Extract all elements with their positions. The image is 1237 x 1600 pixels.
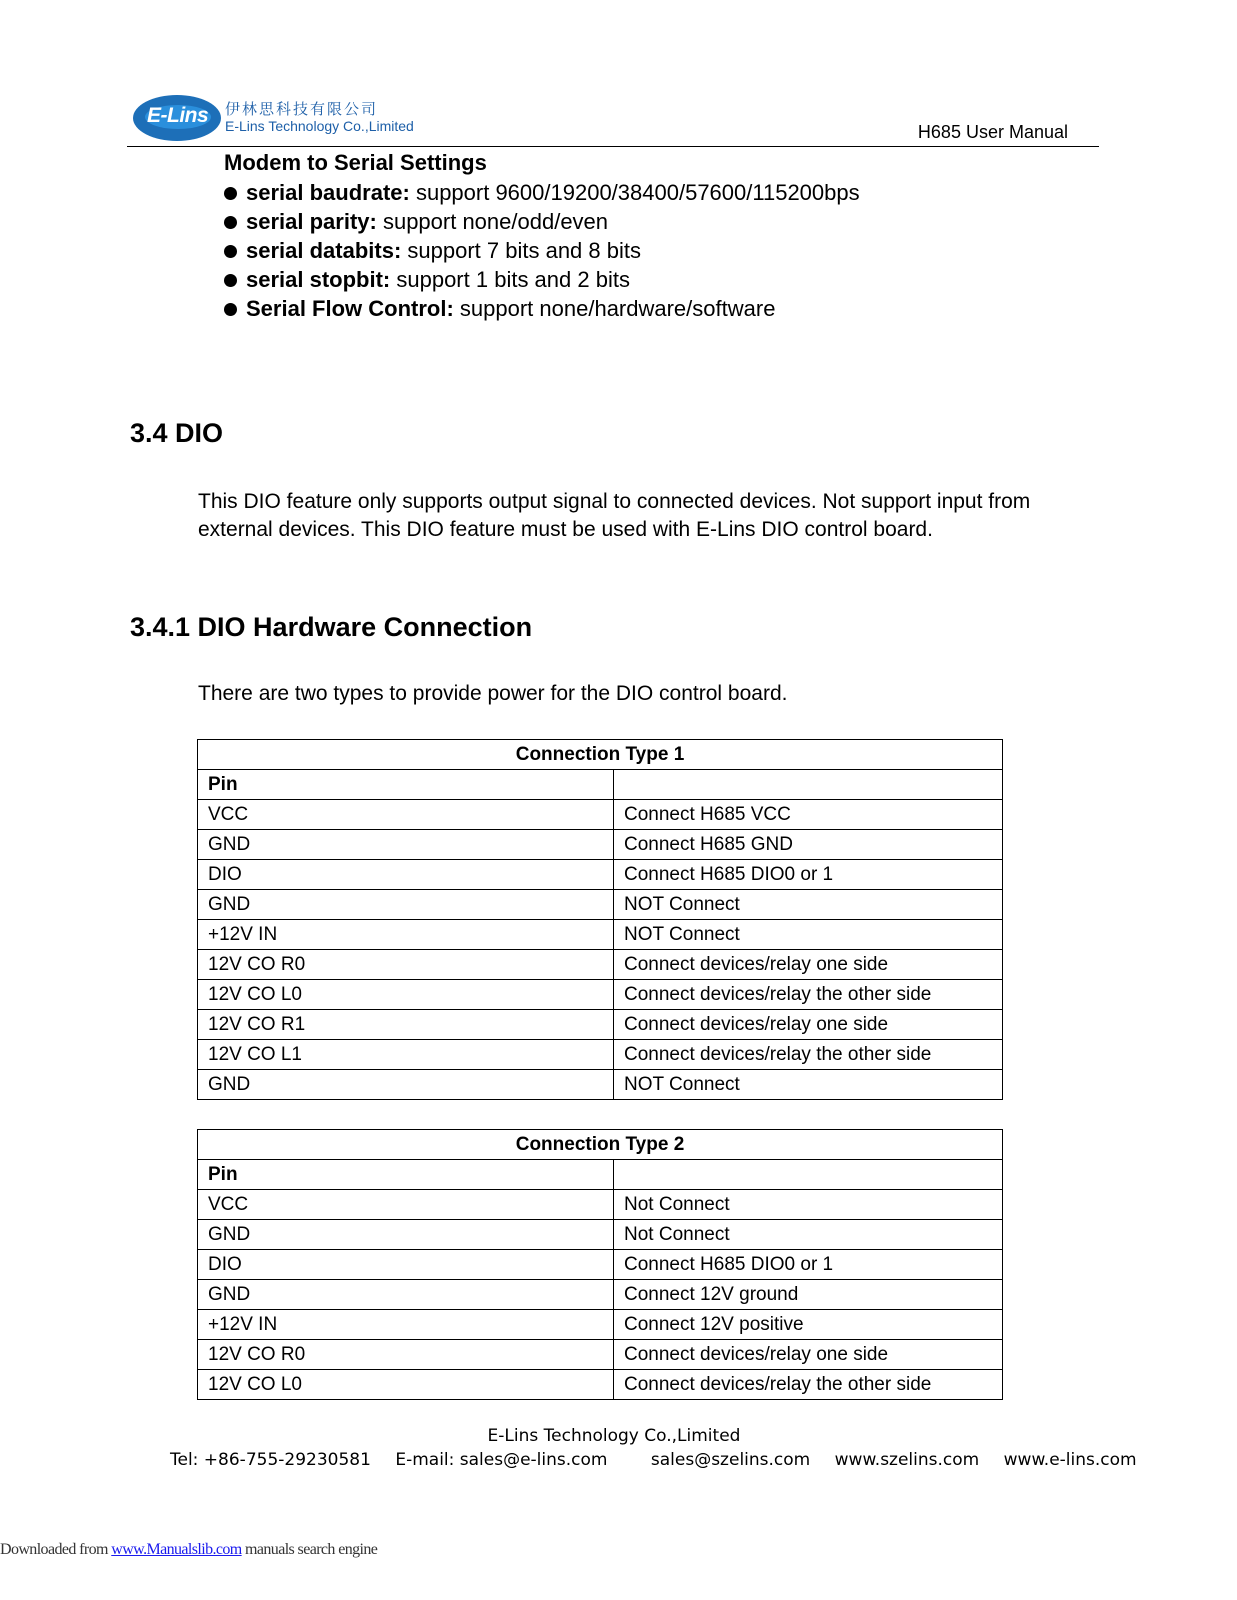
download-prefix: Downloaded from: [0, 1541, 112, 1558]
table-header-row: [198, 1160, 1003, 1190]
setting-label: serial parity:: [246, 209, 377, 234]
logo-english-name: E-Lins Technology Co.,Limited: [225, 118, 414, 134]
connection-cell: Connect devices/relay one side: [614, 950, 1003, 980]
connection-cell: Connect devices/relay the other side: [614, 980, 1003, 1010]
setting-label: serial baudrate:: [246, 180, 410, 205]
setting-text: support 7 bits and 8 bits: [401, 238, 641, 263]
connection-cell: Not Connect: [614, 1190, 1003, 1220]
list-item: [220, 178, 860, 207]
settings-title: Modem to Serial Settings: [224, 150, 487, 175]
connection-cell: Connect H685 VCC: [614, 800, 1003, 830]
table-caption: Connection Type 2: [198, 1130, 1003, 1160]
connection-cell: Connect devices/relay the other side: [614, 1040, 1003, 1070]
bullet-icon: [224, 187, 237, 200]
list-item: [220, 294, 860, 323]
table-row: [198, 980, 1003, 1010]
table-row: [198, 950, 1003, 980]
download-notice: [0, 1541, 377, 1559]
pin-cell: DIO: [198, 1250, 614, 1280]
connection-cell: NOT Connect: [614, 1070, 1003, 1100]
footer-website-1: www.szelins.com: [834, 1450, 980, 1470]
table-row: [198, 1280, 1003, 1310]
pin-cell: GND: [198, 830, 614, 860]
setting-label: serial stopbit:: [246, 267, 391, 292]
table-row: [198, 890, 1003, 920]
footer-tel: Tel: +86-755-29230581: [170, 1450, 371, 1470]
section-heading-hardware: 3.4.1 DIO Hardware Connection: [130, 612, 533, 642]
connection-cell: Connect devices/relay the other side: [614, 1370, 1003, 1400]
pin-cell: VCC: [198, 1190, 614, 1220]
download-suffix: manuals search engine: [241, 1541, 378, 1558]
pin-cell: +12V IN: [198, 920, 614, 950]
empty-header-cell: [614, 1160, 1003, 1190]
pin-column-header: Pin: [198, 770, 614, 800]
pin-cell: DIO: [198, 860, 614, 890]
table-row: [198, 1190, 1003, 1220]
connection-cell: Not Connect: [614, 1220, 1003, 1250]
list-item: [220, 265, 860, 294]
pin-cell: VCC: [198, 800, 614, 830]
table-caption: Connection Type 1: [198, 740, 1003, 770]
pin-cell: +12V IN: [198, 1310, 614, 1340]
pin-cell: GND: [198, 1220, 614, 1250]
table-row: [198, 920, 1003, 950]
setting-label: serial databits:: [246, 238, 402, 263]
pin-cell: 12V CO L0: [198, 980, 614, 1010]
connection-cell: Connect H685 GND: [614, 830, 1003, 860]
footer-company: E-Lins Technology Co.,Limited: [487, 1426, 741, 1446]
bullet-icon: [224, 303, 237, 316]
bullet-icon: [224, 274, 237, 287]
connection-type-2-table: [197, 1129, 1003, 1400]
connection-type-1-table: [197, 739, 1003, 1100]
logo-chinese-name: 伊林思科技有限公司: [225, 100, 379, 118]
table-row: [198, 1040, 1003, 1070]
setting-text: support none/hardware/software: [453, 296, 776, 321]
table-row: [198, 1310, 1003, 1340]
manualslib-link[interactable]: www.Manualslib.com: [111, 1541, 242, 1558]
connection-cell: Connect devices/relay one side: [614, 1010, 1003, 1040]
connection-cell: Connect devices/relay one side: [614, 1340, 1003, 1370]
dio-description: This DIO feature only supports output signal to connected devices. Not support input from external devices. This DIO feature must be used with E-Lins DIO control board.: [198, 490, 1031, 541]
logo-mark: E-Lins: [147, 104, 209, 127]
pin-cell: 12V CO R1: [198, 1010, 614, 1040]
footer-email: E-mail: sales@e-lins.com: [395, 1450, 608, 1470]
connection-cell: NOT Connect: [614, 890, 1003, 920]
setting-label: Serial Flow Control:: [246, 296, 454, 321]
list-item: [220, 236, 860, 265]
logo-oval: [133, 95, 221, 141]
pin-cell: 12V CO L0: [198, 1370, 614, 1400]
table-row: [198, 830, 1003, 860]
section-heading-dio: 3.4 DIO: [130, 418, 224, 448]
company-logo: [130, 93, 430, 143]
setting-text: support 9600/19200/38400/57600/115200bps: [409, 180, 860, 205]
hardware-description: There are two types to provide power for the DIO control board.: [198, 682, 788, 705]
table-row: [198, 1250, 1003, 1280]
pin-cell: 12V CO L1: [198, 1040, 614, 1070]
empty-header-cell: [614, 770, 1003, 800]
bullet-icon: [224, 216, 237, 229]
setting-text: support 1 bits and 2 bits: [390, 267, 630, 292]
pin-cell: GND: [198, 1070, 614, 1100]
header-divider: [127, 146, 1099, 147]
bullet-icon: [224, 245, 237, 258]
table-row: [198, 1370, 1003, 1400]
connection-cell: NOT Connect: [614, 920, 1003, 950]
table-row: [198, 1340, 1003, 1370]
table-header-row: [198, 770, 1003, 800]
footer-website-2: www.e-lins.com: [1003, 1450, 1137, 1470]
footer-contacts: [170, 1450, 1156, 1470]
list-item: [220, 207, 860, 236]
settings-list: [220, 178, 860, 323]
pin-cell: GND: [198, 1280, 614, 1310]
document-title: H685 User Manual: [917, 122, 1068, 142]
table-row: [198, 860, 1003, 890]
table-row: [198, 1070, 1003, 1100]
table-row: [198, 1220, 1003, 1250]
pin-cell: 12V CO R0: [198, 950, 614, 980]
table-row: [198, 800, 1003, 830]
table-row: [198, 1010, 1003, 1040]
connection-cell: Connect H685 DIO0 or 1: [614, 860, 1003, 890]
pin-cell: GND: [198, 890, 614, 920]
pin-column-header: Pin: [198, 1160, 614, 1190]
pin-cell: 12V CO R0: [198, 1340, 614, 1370]
footer-email-2: sales@szelins.com: [650, 1450, 811, 1470]
connection-cell: Connect 12V ground: [614, 1280, 1003, 1310]
connection-cell: Connect 12V positive: [614, 1310, 1003, 1340]
setting-text: support none/odd/even: [376, 209, 609, 234]
connection-cell: Connect H685 DIO0 or 1: [614, 1250, 1003, 1280]
